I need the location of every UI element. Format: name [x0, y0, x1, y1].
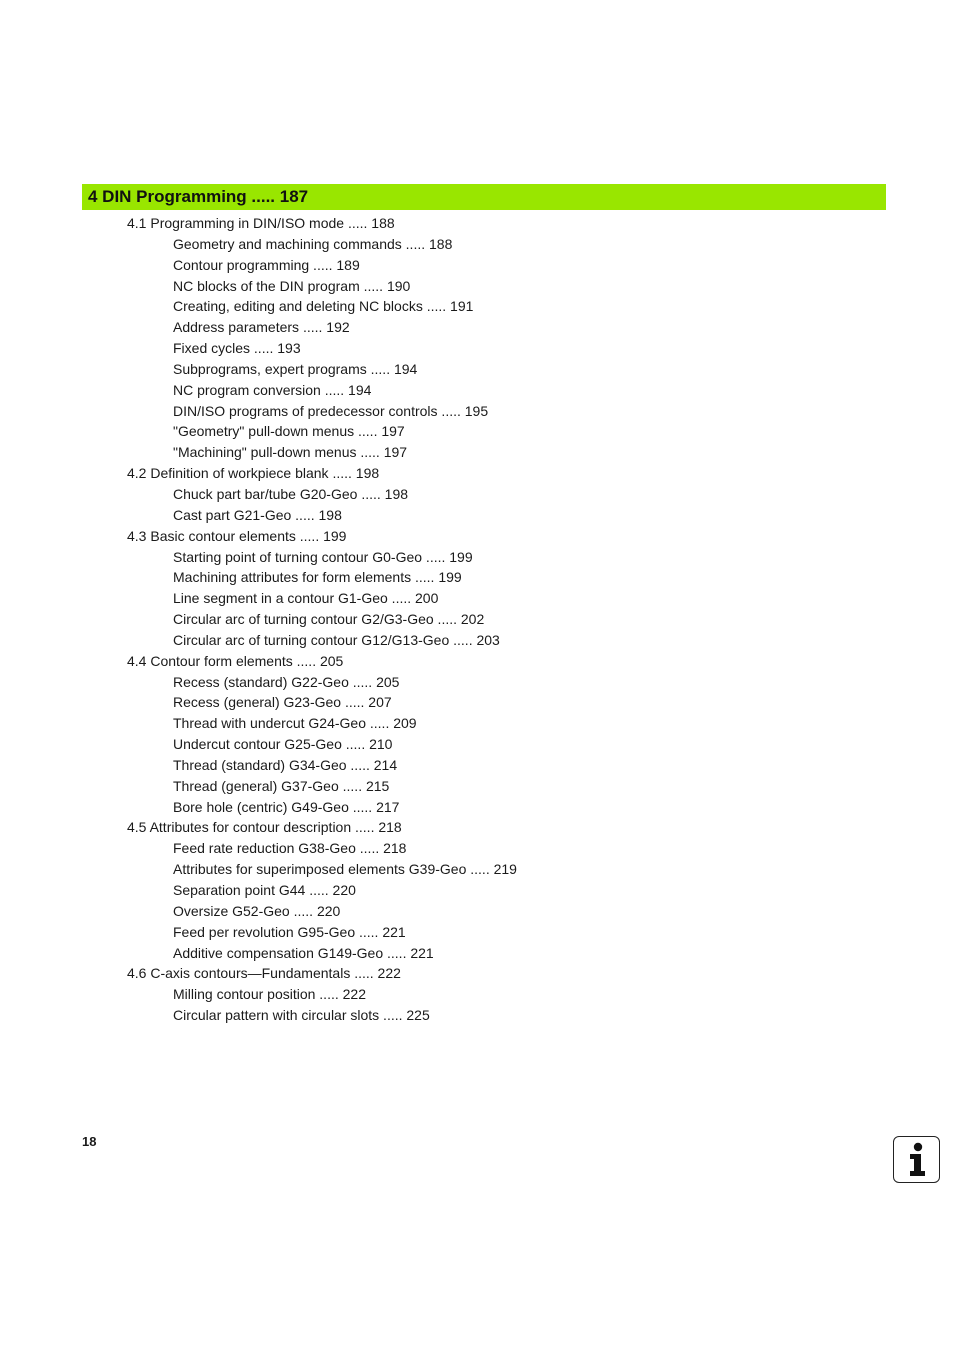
toc-subsection-link[interactable]: Recess (standard) G22-Geo ..... 205: [173, 673, 400, 690]
toc-subsection-link[interactable]: Separation point G44 ..... 220: [173, 882, 356, 898]
toc-subsection-link[interactable]: NC blocks of the DIN program ..... 190: [173, 277, 411, 294]
page-number: 18: [82, 1134, 97, 1149]
toc-subsection-link[interactable]: Milling contour position ..... 222: [173, 986, 366, 1003]
toc-subsection-link[interactable]: Attributes for superimposed elements G39-Geo ..... 219: [173, 861, 517, 878]
toc-section-link[interactable]: 4.5 Attributes for contour description ..... 218: [127, 819, 402, 836]
toc-subsection-link[interactable]: DIN/ISO programs of predecessor controls ..... 195: [173, 402, 489, 419]
toc-subsection-link[interactable]: Additive compensation G149-Geo ..... 221: [173, 944, 434, 961]
toc-subsection-link[interactable]: "Geometry" pull-down menus ..... 197: [173, 423, 405, 440]
toc-subsection-link[interactable]: Line segment in a contour G1-Geo ..... 200: [173, 590, 439, 607]
toc-section-link[interactable]: 4.2 Definition of workpiece blank ..... 198: [127, 465, 380, 482]
toc-subsection-link[interactable]: Feed per revolution G95-Geo ..... 221: [173, 923, 406, 940]
toc-section-link[interactable]: 4.1 Programming in DIN/ISO mode ..... 188: [127, 215, 395, 231]
info-icon: [893, 1136, 940, 1183]
table-of-contents: [0, 213, 954, 1026]
toc-subsection-link[interactable]: "Machining" pull-down menus ..... 197: [173, 444, 408, 461]
toc-subsection-link[interactable]: Undercut contour G25-Geo ..... 210: [173, 736, 393, 753]
chapter-title[interactable]: 4 DIN Programming ..... 187: [88, 187, 309, 206]
toc-subsection-link[interactable]: Thread (general) G37-Geo ..... 215: [173, 777, 390, 794]
toc-subsection-link[interactable]: Feed rate reduction G38-Geo ..... 218: [173, 840, 407, 857]
toc-subsection-link[interactable]: Bore hole (centric) G49-Geo ..... 217: [173, 798, 400, 815]
toc-subsection-link[interactable]: Subprograms, expert programs ..... 194: [173, 360, 418, 377]
toc-subsection-link[interactable]: Circular arc of turning contour G12/G13-Geo ..... 203: [173, 631, 500, 648]
toc-subsection-link[interactable]: Fixed cycles ..... 193: [173, 340, 301, 357]
toc-section-link[interactable]: 4.4 Contour form elements ..... 205: [127, 652, 344, 669]
toc-subsection-link[interactable]: Creating, editing and deleting NC blocks ..... 191: [173, 298, 474, 315]
toc-subsection-link[interactable]: Cast part G21-Geo ..... 198: [173, 506, 342, 523]
chapter-header-bar: [82, 184, 886, 210]
toc-subsection-link[interactable]: Chuck part bar/tube G20-Geo ..... 198: [173, 485, 409, 502]
toc-subsection-link[interactable]: Circular arc of turning contour G2/G3-Geo ..... 202: [173, 611, 485, 628]
toc-subsection-link[interactable]: Address parameters ..... 192: [173, 319, 350, 336]
toc-section-link[interactable]: 4.3 Basic contour elements ..... 199: [127, 527, 347, 544]
toc-subsection-link[interactable]: Thread (standard) G34-Geo ..... 214: [173, 756, 398, 773]
toc-subsection-link[interactable]: NC program conversion ..... 194: [173, 381, 372, 398]
toc-section-link[interactable]: 4.6 C-axis contours—Fundamentals ..... 222: [127, 965, 401, 982]
toc-subsection-link[interactable]: Circular pattern with circular slots ..... 225: [173, 1007, 430, 1024]
toc-subsection-link[interactable]: Geometry and machining commands ..... 188: [173, 235, 453, 252]
toc-subsection-link[interactable]: Contour programming ..... 189: [173, 256, 360, 273]
toc-subsection-link[interactable]: Thread with undercut G24-Geo ..... 209: [173, 715, 417, 732]
toc-subsection-link[interactable]: Oversize G52-Geo ..... 220: [173, 902, 341, 919]
toc-subsection-link[interactable]: Recess (general) G23-Geo ..... 207: [173, 694, 392, 711]
toc-subsection-link[interactable]: Starting point of turning contour G0-Geo ..... 199: [173, 548, 473, 565]
toc-subsection-link[interactable]: Machining attributes for form elements ..... 199: [173, 569, 462, 586]
